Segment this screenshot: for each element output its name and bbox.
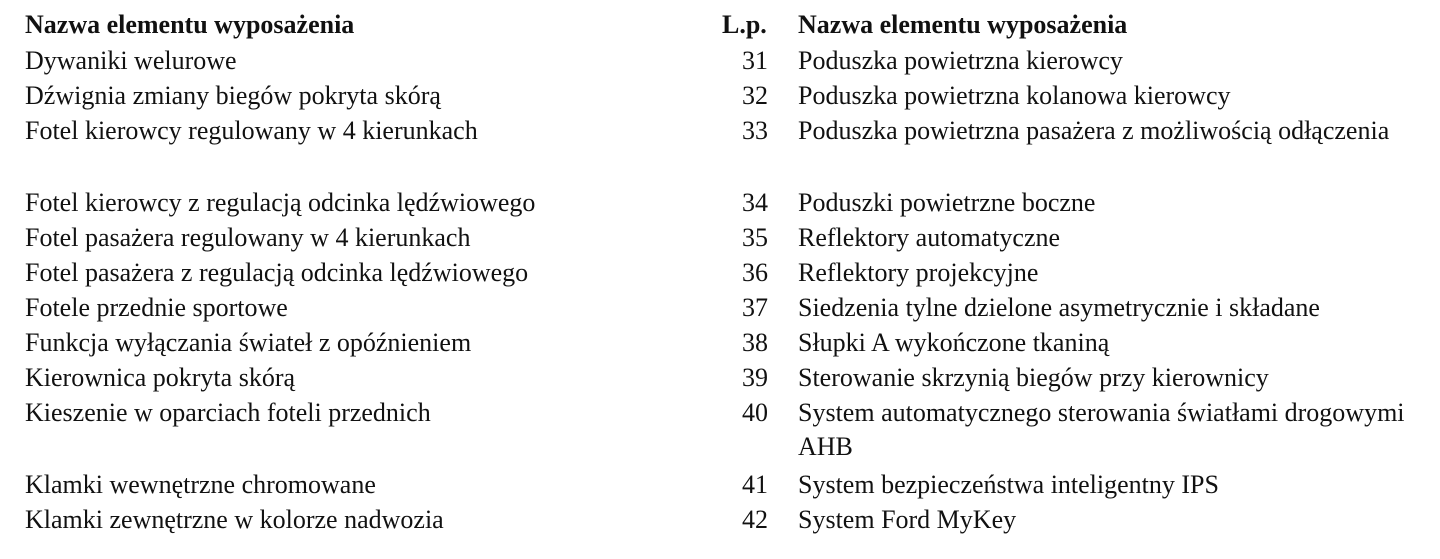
equipment-name: Poduszka powietrzna kierowcy	[798, 46, 1123, 75]
row-number: 32	[742, 81, 768, 110]
left-table-row	[25, 44, 705, 79]
right-table-row	[722, 396, 1438, 468]
left-table-row	[25, 79, 705, 114]
equipment-name: Fotel pasażera regulowany w 4 kierunkach	[25, 223, 471, 252]
right-header-name: Nazwa elementu wyposażenia	[798, 10, 1128, 39]
row-number: 41	[742, 470, 768, 499]
right-table-row	[722, 468, 1438, 503]
equipment-name: Fotel kierowcy z regulacją odcinka lędźwiowego	[25, 188, 536, 217]
right-table-row	[722, 186, 1438, 221]
equipment-name: Poduszki powietrzne boczne	[798, 188, 1096, 217]
left-rows	[25, 44, 705, 538]
row-number: 31	[742, 46, 768, 75]
right-table-row	[722, 361, 1438, 396]
equipment-name: Klamki zewnętrzne w kolorze nadwozia	[25, 505, 444, 534]
left-table-row	[25, 503, 705, 538]
equipment-name: System automatycznego sterowania światłami drogowymi AHB	[798, 398, 1405, 461]
right-table-row	[722, 114, 1438, 186]
equipment-name: Fotele przednie sportowe	[25, 293, 288, 322]
equipment-name: Fotel pasażera z regulacją odcinka lędźwiowego	[25, 258, 529, 287]
equipment-name: Sterowanie skrzynią biegów przy kierownicy	[798, 363, 1269, 392]
row-number: 37	[742, 293, 768, 322]
row-number: 33	[742, 116, 768, 145]
equipment-name: Funkcja wyłączania świateł z opóźnieniem	[25, 328, 472, 357]
equipment-name: Siedzenia tylne dzielone asymetrycznie i składane	[798, 293, 1320, 322]
equipment-name: Poduszka powietrzna pasażera z możliwością odłączenia	[798, 116, 1390, 145]
equipment-name: System Ford MyKey	[798, 505, 1017, 534]
right-rows	[722, 44, 1438, 538]
equipment-name: Kierownica pokryta skórą	[25, 363, 296, 392]
equipment-name: Klamki wewnętrzne chromowane	[25, 470, 376, 499]
row-number: 39	[742, 363, 768, 392]
row-number: 35	[742, 223, 768, 252]
equipment-name: Poduszka powietrzna kolanowa kierowcy	[798, 81, 1231, 110]
equipment-name: Kieszenie w oparciach foteli przednich	[25, 398, 431, 427]
equipment-name: Słupki A wykończone tkaniną	[798, 328, 1110, 357]
left-table-row	[25, 114, 705, 186]
right-column	[722, 6, 1438, 538]
row-number: 36	[742, 258, 768, 287]
row-number: 38	[742, 328, 768, 357]
left-table-row	[25, 361, 705, 396]
right-table-row	[722, 44, 1438, 79]
left-table-row	[25, 256, 705, 291]
right-table-row	[722, 79, 1438, 114]
equipment-name: Fotel kierowcy regulowany w 4 kierunkach	[25, 116, 478, 145]
left-column	[25, 6, 705, 538]
left-table-row	[25, 221, 705, 256]
left-header	[25, 6, 705, 44]
right-table-row	[722, 256, 1438, 291]
right-table-row	[722, 326, 1438, 361]
equipment-name: Reflektory automatyczne	[798, 223, 1061, 252]
right-table-row	[722, 221, 1438, 256]
equipment-name: Dźwignia zmiany biegów pokryta skórą	[25, 81, 441, 110]
left-header-name: Nazwa elementu wyposażenia	[25, 10, 355, 39]
left-table-row	[25, 396, 705, 468]
right-table-row	[722, 291, 1438, 326]
equipment-name: Reflektory projekcyjne	[798, 258, 1039, 287]
left-table-row	[25, 468, 705, 503]
right-header-lp: L.p.	[722, 10, 767, 39]
left-table-row	[25, 291, 705, 326]
row-number: 40	[742, 398, 768, 427]
row-number: 42	[742, 505, 768, 534]
right-header	[722, 6, 1438, 44]
equipment-name: System bezpieczeństwa inteligentny IPS	[798, 470, 1219, 499]
right-table-row	[722, 503, 1438, 538]
left-table-row	[25, 326, 705, 361]
left-table-row	[25, 186, 705, 221]
equipment-name: Dywaniki welurowe	[25, 46, 237, 75]
row-number: 34	[742, 188, 768, 217]
